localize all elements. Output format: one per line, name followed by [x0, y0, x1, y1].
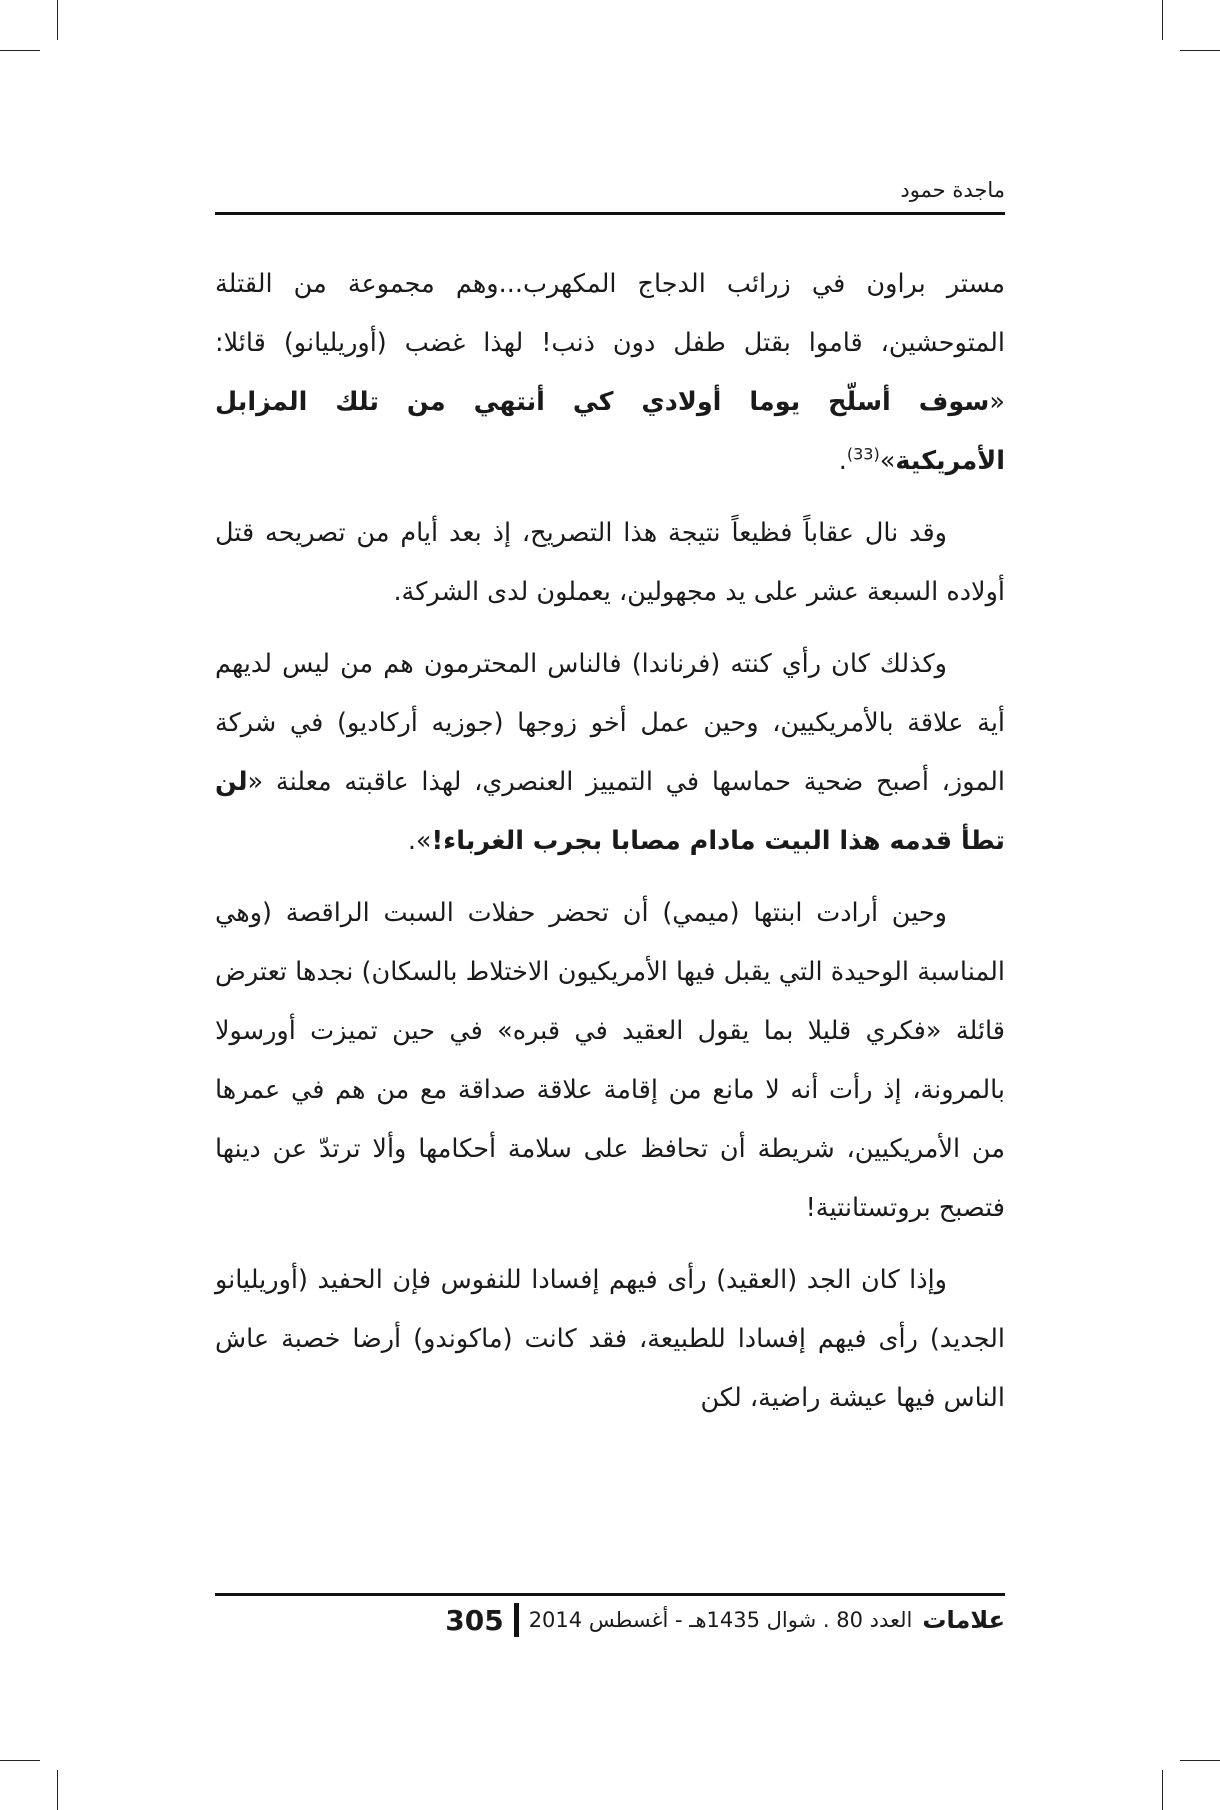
text-run: »: [879, 446, 896, 476]
running-head-author: ماجدة حمود: [900, 178, 1005, 202]
crop-mark: [1180, 1760, 1220, 1761]
crop-mark: [57, 1770, 58, 1810]
crop-mark: [57, 0, 58, 40]
page-number: 305: [445, 1603, 504, 1637]
paragraph: [215, 1251, 1005, 1428]
quote-bold: سوف أسلّح يوما أولادي كي أنتهي من تلك المزابل الأمريكية: [215, 387, 1005, 476]
text-run: مستر براون في زرائب الدجاج المكهرب...وهم مجموعة من القتلة المتوحشين، قاموا بقتل طفل دون ذنب! لهذا غضب (أوريليانو) قائلا: «: [215, 269, 1005, 417]
journal-logo: علامات: [922, 1606, 1005, 1634]
crop-mark: [1162, 0, 1163, 40]
text-run: وحين أرادت ابنتها (ميمي) أن تحضر حفلات السبت الراقصة (وهي المناسبة الوحيدة التي يقبل فيها الأمريكيون الاختلاط بالسكان) نجدها تعترض قائلة «فكري قليلا بما يقول العقيد في قبره» في حين تميزت أورسولا بالمرونة، إذ رأت أنه لا مانع من إقامة علاقة صداقة مع من هم في عمرها من الأمريكيين، شريطة أن تحافظ على سلامة أحكامها وألا ترتدّ عن دينها فتصبح بروتستانتية!: [215, 898, 1005, 1223]
issue-info: العدد 80 . شوال 1435هـ - أغسطس 2014: [528, 1608, 913, 1632]
crop-mark: [0, 50, 40, 51]
quote-bold: لن تطأ قدمه هذا البيت مادام مصابا بجرب الغرباء!: [215, 767, 1005, 856]
article-body: [215, 255, 1005, 1441]
text-run: ».: [407, 826, 432, 856]
text-run: وقد نال عقاباً فظيعاً نتيجة هذا التصريح، إذ بعد أيام من تصريحه قتل أولاده السبعة عشر على يد مجهولين، يعملون لدى الشركة.: [215, 518, 1005, 607]
paragraph: [215, 635, 1005, 871]
footer-divider: [514, 1603, 519, 1637]
crop-mark: [1180, 50, 1220, 51]
header-rule: [215, 212, 1005, 215]
text-run: وإذا كان الجد (العقيد) رأى فيهم إفسادا للنفوس فإن الحفيد (أوريليانو الجديد) رأى فيهم إفسادا للطبيعة، فقد كانت (ماكوندو) أرضا خصبة عاش الناس فيها عيشة راضية، لكن: [215, 1265, 1005, 1413]
footer-rule: [215, 1593, 1005, 1596]
crop-mark: [0, 1760, 40, 1761]
paragraph: [215, 255, 1005, 491]
text-run: .: [838, 446, 847, 476]
page-footer: [215, 1600, 1005, 1640]
crop-mark: [1162, 1770, 1163, 1810]
paragraph: [215, 504, 1005, 622]
paragraph: [215, 884, 1005, 1238]
text-run: وكذلك كان رأي كنته (فرناندا) فالناس المحترمون هم من ليس لديهم أية علاقة بالأمريكيين، وحين عمل أخو زوجها (جوزيه أركاديو) في شركة الموز، أصبح ضحية حماسها في التمييز العنصري، لهذا عاقبته معلنة «: [215, 649, 1005, 797]
footnote-ref: (33): [846, 444, 880, 464]
